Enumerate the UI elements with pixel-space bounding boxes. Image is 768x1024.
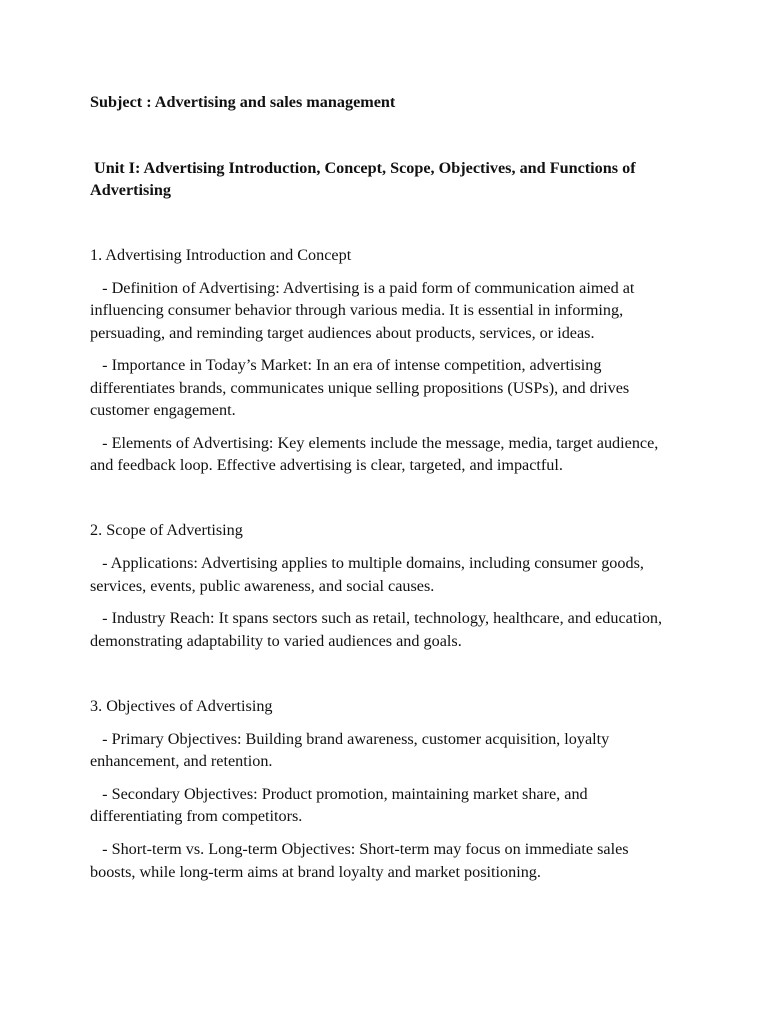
section-introduction <box>90 244 678 476</box>
paragraph-elements: - Elements of Advertising: Key elements include the message, media, target audience, and feedback loop. Effective advertising is clear, targeted, and impactful. <box>90 433 659 475</box>
paragraph-importance: - Importance in Today’s Market: In an era of intense competition, advertising differentiates brands, communicates unique selling propositions (USPs), and drives customer engagement. <box>90 356 630 419</box>
unit-title: Unit I: Advertising Introduction, Concept, Scope, Objectives, and Functions of Advertising <box>90 159 636 199</box>
paragraph-short-vs-long-term: - Short-term vs. Long-term Objectives: Short-term may focus on immediate sales boosts, while long-term aims at brand loyalty and market positioning. <box>90 840 629 881</box>
subject-line: Subject : Advertising and sales management <box>90 93 396 111</box>
section-heading: 1. Advertising Introduction and Concept <box>90 246 352 264</box>
section-scope <box>90 519 678 652</box>
paragraph-primary-objectives: - Primary Objectives: Building brand awareness, customer acquisition, loyalty enhancement, and retention. <box>90 730 610 771</box>
paragraph-applications: - Applications: Advertising applies to multiple domains, including consumer goods, services, events, public awareness, and social causes. <box>90 554 644 595</box>
paragraph-definition: - Definition of Advertising: Advertising is a paid form of communication aimed at influencing consumer behavior through various media. It is essential in informing, persuading, and reminding target audiences about products, services, or ideas. <box>90 279 635 342</box>
section-objectives <box>90 695 678 883</box>
paragraph-industry-reach: - Industry Reach: It spans sectors such as retail, technology, healthcare, and education, demonstrating adaptability to varied audiences and goals. <box>90 609 663 650</box>
section-heading: 2. Scope of Advertising <box>90 521 243 540</box>
section-heading: 3. Objectives of Advertising <box>90 697 273 716</box>
paragraph-secondary-objectives: - Secondary Objectives: Product promotion, maintaining market share, and differentiating from competitors. <box>90 785 588 826</box>
